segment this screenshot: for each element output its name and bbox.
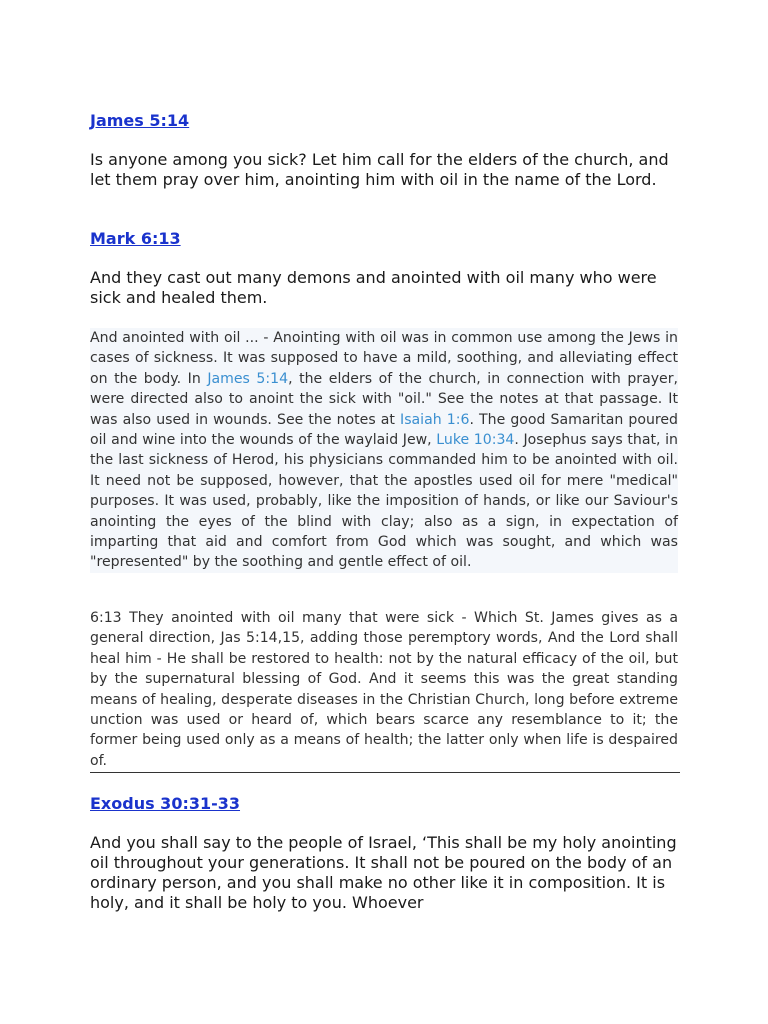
commentary-text: And anointed with oil ... - Anointing with oil was in common use among the Jews in cases of sickness. It was supposed to have a mild, soothing, and alleviating effect on the body. In	[90, 330, 678, 387]
verse-text-mark: And they cast out many demons and anointed with oil many who were sick and healed them.	[90, 268, 657, 307]
commentary-block-wesley: 6:13 They anointed with oil many that were sick - Which St. James gives as a general direction, Jas 5:14,15, adding those peremptory words, And the Lord shall heal him - He shall be restored to health: not by the natural efficacy of the oil, but by the supernatural blessing of God. And it seems this was the great standing means of healing, desperate diseases in the Christian Church, long before extreme unction was used or heard of, which bears scarce any resemblance to it; the former being used only as a means of health; the latter only when life is despaired of.	[90, 610, 678, 769]
section-divider	[90, 772, 680, 773]
commentary-text: . The good Samaritan poured oil and wine into the wounds of the waylaid Jew,	[90, 411, 679, 449]
inline-link-isaiah-1-6[interactable]: Isaiah 1:6	[400, 411, 470, 428]
commentary-text: . Josephus says that, in the last sickness of Herod, his physicians commanded him to be anointed with oil. It need not be supposed, however, that the apostles used oil for mere "medical" purposes. It was used, probably, like the imposition of hands, or like our Saviour's anointing the eyes of the blind with clay; also as a sign, in expectation of imparting that aid and comfort from God which was sought, and which was "represented" by the soothing and gentle effect of oil.	[90, 432, 678, 571]
commentary-block-barnes	[90, 328, 678, 573]
verse-text-exodus: And you shall say to the people of Israel, ‘This shall be my holy anointing oil throughout your generations. It shall not be poured on the body of an ordinary person, and you shall make no other like it in composition. It is holy, and it shall be holy to you. Whoever	[90, 833, 677, 912]
inline-link-james-5-14[interactable]: James 5:14	[207, 370, 289, 387]
inline-link-luke-10-34[interactable]: Luke 10:34	[436, 432, 515, 449]
verse-text-james: Is anyone among you sick? Let him call for the elders of the church, and let them pray over him, anointing him with oil in the name of the Lord.	[90, 150, 669, 189]
commentary-text: , the elders of the church, in connection with prayer, were directed also to anoint the sick with "oil." See the notes at that passage. It was also used in wounds. See the notes at	[90, 370, 679, 428]
reference-link-james-5-14[interactable]: James 5:14	[90, 111, 190, 130]
reference-link-mark-6-13[interactable]: Mark 6:13	[90, 229, 181, 248]
reference-link-exodus-30-31-33[interactable]: Exodus 30:31-33	[90, 794, 241, 813]
